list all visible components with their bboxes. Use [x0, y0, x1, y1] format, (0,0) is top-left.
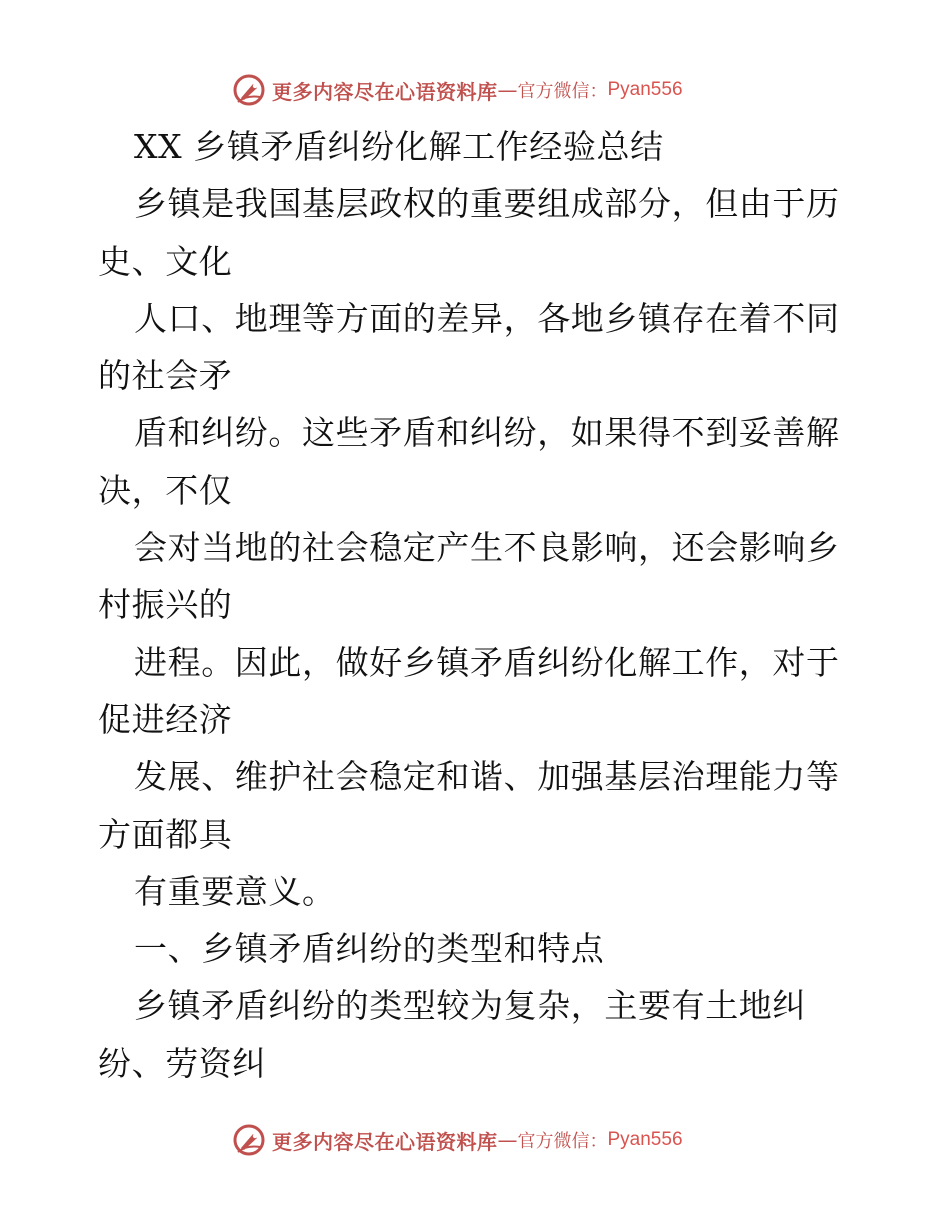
- banner-wechat-label: 官方微信：: [517, 81, 608, 102]
- paragraph-line: 史、文化: [98, 241, 233, 281]
- footer-watermark-banner: [232, 1120, 683, 1160]
- paragraph-line: 纷、劳资纠: [98, 1043, 266, 1083]
- paragraph-line: 方面都具: [98, 814, 233, 854]
- paragraph-line: 有重要意义。: [134, 871, 336, 911]
- document-body: [98, 118, 858, 1092]
- document-title: XX 乡镇矛盾纠纷化解工作经验总结: [134, 127, 664, 166]
- paragraph-line: 促进经济: [98, 699, 233, 739]
- paragraph-line: 村振兴的: [98, 585, 233, 625]
- paragraph-line: 发展、维护社会稳定和谐、加强基层治理能力等: [134, 757, 840, 797]
- paragraph-line: 乡镇矛盾纠纷的类型较为复杂，主要有土地纠: [134, 986, 806, 1026]
- paragraph-line: 会对当地的社会稳定产生不良影响，还会影响乡: [134, 528, 840, 568]
- pen-nib-logo-icon: [232, 1123, 266, 1157]
- banner-wechat-label: 官方微信：: [517, 1131, 608, 1152]
- paragraph-line: 人口、地理等方面的差异，各地乡镇存在着不同: [134, 298, 840, 338]
- paragraph-line: 盾和纠纷。这些矛盾和纠纷，如果得不到妥善解: [134, 413, 840, 453]
- paragraph-line: 进程。因此，做好乡镇矛盾纠纷化解工作，对于: [134, 642, 840, 682]
- banner-wechat-id: Pyan556: [607, 1129, 683, 1150]
- banner-wechat-id: Pyan556: [607, 79, 683, 100]
- paragraph-line: 决，不仅: [98, 470, 233, 510]
- banner-separator: —: [497, 1128, 518, 1152]
- paragraph-line: 的社会矛: [98, 356, 233, 396]
- header-watermark-banner: [232, 70, 683, 110]
- pen-nib-logo-icon: [232, 73, 266, 107]
- paragraph-line: 乡镇是我国基层政权的重要组成部分，但由于历: [134, 184, 840, 224]
- section-heading: 一、乡镇矛盾纠纷的类型和特点: [134, 929, 605, 969]
- banner-site-name: 更多内容尽在心语资料库: [272, 1129, 498, 1154]
- banner-site-name: 更多内容尽在心语资料库: [272, 79, 498, 104]
- banner-separator: —: [497, 78, 518, 102]
